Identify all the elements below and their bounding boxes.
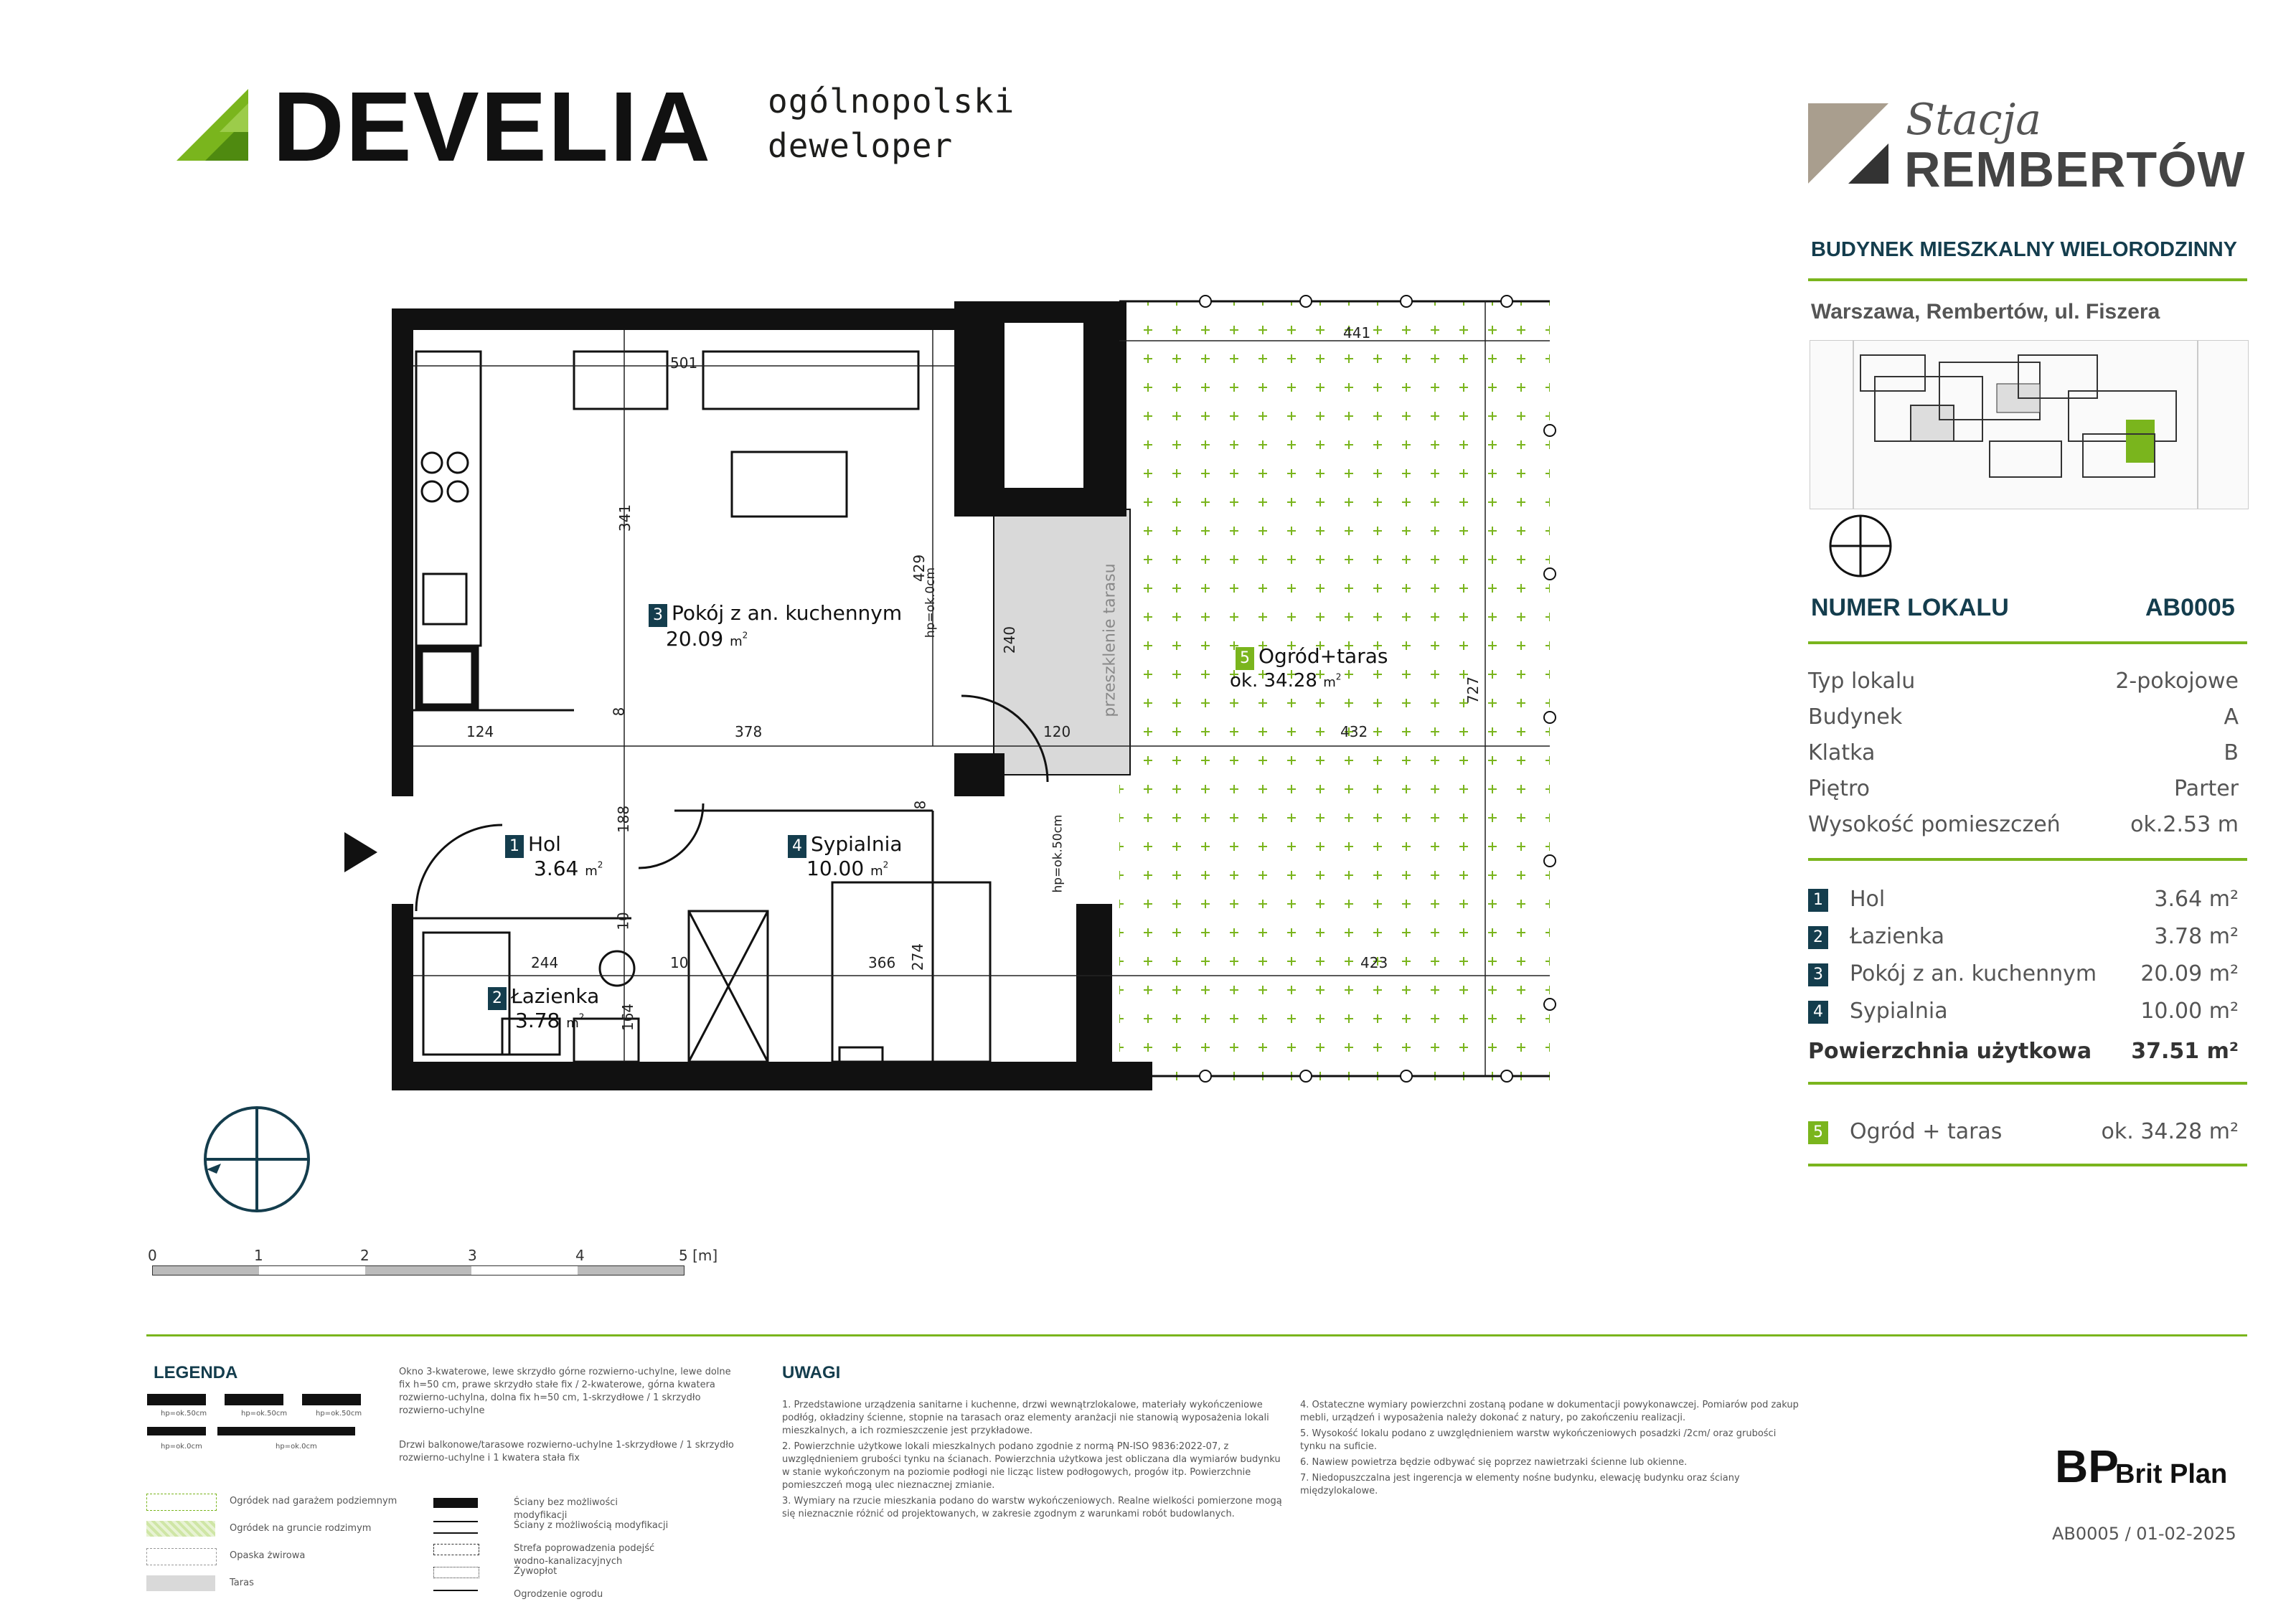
- room-name: Pokój z an. kuchennym: [1850, 961, 2097, 986]
- room-num: 3: [1808, 963, 1828, 986]
- garden-row: [1808, 1119, 2239, 1144]
- room-name: Łazienka: [1850, 924, 1945, 949]
- scale-tick-2: 2: [360, 1247, 370, 1264]
- room-unit: m²: [2208, 961, 2239, 986]
- total-row: [1808, 1039, 2239, 1064]
- total-value: 37.51 m²: [2131, 1039, 2239, 1064]
- unit-number: AB0005: [2145, 594, 2235, 621]
- dim-244: 244: [531, 954, 559, 971]
- room-label-hol: 1 Hol: [505, 832, 561, 858]
- unit-number-label: NUMER LOKALU: [1811, 594, 2009, 621]
- dim-10b: 10: [614, 912, 632, 930]
- notes-column-2: [1300, 1399, 1802, 1501]
- entrance-arrow-icon: [344, 832, 377, 872]
- note-item: 2. Powierzchnie użytkowe lokali mieszkalnych podano zgodnie z normą PN-ISO 9836:2022-07, z uwzględnieniem grubości tynku na ścianach. Powierzchnia użytkowa jest obliczana dla wymiarów budynku w stanie wykończonym na poziomie podłogi nie licząc listew podłogowych, progów itp. Powierzchnie pomieszczeń mogą ulec nieznacznej zmianie.: [782, 1441, 1281, 1491]
- develia-logo-mark: [177, 89, 248, 161]
- address: Warszawa, Rembertów, ul. Fiszera: [1811, 300, 2160, 324]
- attribute-value: B: [2224, 740, 2239, 765]
- legend-item-label: Ogródek nad garażem podziemnym: [230, 1496, 397, 1507]
- note-glazing: przeszklenie tarasu: [1101, 563, 1119, 717]
- attribute-row: [1808, 812, 2239, 837]
- note-hp0: hp=ok.0cm: [923, 567, 938, 638]
- room-area: 20.09: [2140, 961, 2203, 986]
- dim-423: 423: [1360, 954, 1388, 971]
- attribute-value: 2-pokojowe: [2115, 669, 2239, 694]
- room-label-sypialnia: 4 Sypialnia: [788, 832, 903, 858]
- garden-name: Ogród + taras: [1850, 1119, 2003, 1144]
- garden-num: 5: [1808, 1121, 1828, 1144]
- legend-item-label: Ogródek na gruncie rodzimym: [230, 1523, 372, 1534]
- legend-win-label-2: hp=ok.50cm: [241, 1410, 288, 1418]
- legend-item-label: Strefa poprowadzenia podejść wodno-kanalizacyjnych: [514, 1543, 655, 1567]
- scale-tick-0: 0: [148, 1247, 157, 1264]
- scale-tick-5: 5 [m]: [679, 1247, 718, 1264]
- attribute-value: Parter: [2173, 776, 2239, 801]
- legend-swatch: [146, 1494, 217, 1511]
- room-label-lazienka: 2 Łazienka: [488, 984, 599, 1010]
- dim-441: 441: [1343, 324, 1371, 341]
- room-area-ogrod: ok. 34.28 $m^2$: [1230, 670, 1342, 692]
- room-label-ogrod: 5 Ogród+taras: [1236, 644, 1388, 670]
- project-script: Stacja: [1906, 95, 2041, 145]
- dim-120: 120: [1043, 723, 1071, 740]
- room-num: 1: [1808, 889, 1828, 912]
- note-item: 3. Wymiary na rzucie mieszkania podano do warstw wykończeniowych. Realne wielkości pomierzone mogą się nieznacznie różnić od projektowanych, w zakresie zgodnym z warunkami robót budowlanych.: [782, 1496, 1282, 1519]
- dim-164: 164: [619, 1003, 637, 1032]
- legend-item-label: Ogrodzenie ogrodu: [514, 1589, 603, 1600]
- legend-swatch: [433, 1567, 479, 1578]
- brand-tagline-1: ogólnopolski: [768, 82, 1015, 121]
- legend-swatch: [146, 1521, 215, 1537]
- legend-swatch: [433, 1498, 478, 1508]
- divider: [1808, 641, 2247, 644]
- notes-column-1: [782, 1399, 1284, 1524]
- dim-188: 188: [615, 805, 633, 834]
- scale-tick-1: 1: [254, 1247, 263, 1264]
- attribute-label: Typ lokalu: [1808, 669, 1916, 694]
- room-area-lazienka: 3.78 $m^2$: [515, 1009, 585, 1032]
- dim-8b: 8: [911, 800, 929, 810]
- attribute-label: Piętro: [1808, 776, 1871, 801]
- legend-swatch: [146, 1575, 215, 1591]
- room-unit: m²: [2208, 887, 2239, 912]
- room-area-hol: 3.64 $m^2$: [534, 857, 603, 880]
- room-area: 3.78: [2154, 924, 2203, 949]
- dim-341: 341: [616, 504, 634, 532]
- legend-swatch: [433, 1544, 479, 1555]
- dim-366: 366: [868, 954, 896, 971]
- project-name: REMBERTÓW: [1904, 141, 2246, 197]
- room-area: 10.00: [2140, 999, 2203, 1024]
- legend-win-label-3: hp=ok.50cm: [316, 1410, 362, 1418]
- legend-swatch: [433, 1521, 478, 1534]
- room-row: [1808, 999, 2239, 1024]
- legend-item-label: Taras: [230, 1578, 254, 1588]
- attribute-row: [1808, 740, 2239, 765]
- doc-ref: AB0005 / 01-02-2025: [2052, 1524, 2236, 1544]
- scale-tick-4: 4: [575, 1247, 585, 1264]
- brand-name: DEVELIA: [273, 72, 712, 182]
- building-type: BUDYNEK MIESZKALNY WIELORODZINNY: [1811, 238, 2237, 261]
- attribute-label: Wysokość pomieszczeń: [1808, 812, 2061, 837]
- room-area-pokoj: 20.09 $m^2$: [666, 627, 748, 651]
- room-unit: m²: [2208, 924, 2239, 949]
- brand-tagline-2: deweloper: [768, 126, 954, 165]
- room-area: 3.64: [2154, 887, 2203, 912]
- note-item: 7. Niedopuszczalna jest ingerencja w elementy nośne budynku, elewację budynku oraz ściany międzylokalowe.: [1300, 1473, 1740, 1496]
- dim-8: 8: [610, 707, 628, 717]
- room-row: [1808, 887, 2239, 912]
- legend-item-label: Żywopłot: [514, 1566, 557, 1577]
- north-arrow-icon: [1828, 514, 1893, 578]
- legend-win-label-5: hp=ok.0cm: [276, 1443, 317, 1451]
- legend-win-label-1: hp=ok.50cm: [161, 1410, 207, 1418]
- note-item: 1. Przedstawione urządzenia sanitarne i kuchenne, drzwi wewnątrzlokalowe, materiały wykończeniowe podłóg, okładziny ścienne, stopnie na tarasach oraz elementy aranżacji nie stanowią wyposażenia lokali mieszkalnych, a ich rozmieszczenie jest przykładowe.: [782, 1400, 1269, 1436]
- stacja-logo-mark: [1808, 103, 1888, 184]
- legend-item-label: Ściany bez możliwości modyfikacji: [514, 1497, 618, 1521]
- scale-bar: [152, 1265, 684, 1276]
- room-row: [1808, 961, 2239, 986]
- scale-tick-3: 3: [468, 1247, 477, 1264]
- room-name: Sypialnia: [1850, 999, 1948, 1024]
- legend-win-label-4: hp=ok.0cm: [161, 1443, 202, 1451]
- attribute-row: [1808, 704, 2239, 730]
- total-label: Powierzchnia użytkowa: [1808, 1039, 2092, 1064]
- room-name: Hol: [1850, 887, 1886, 912]
- room-label-pokoj: 3 Pokój z an. kuchennym: [649, 601, 902, 627]
- footer-divider: [146, 1334, 2247, 1336]
- dim-124: 124: [466, 723, 494, 740]
- note-item: 6. Nawiew powietrza będzie odbywać się poprzez nawietrzaki ścienne lub okienne.: [1300, 1457, 1688, 1468]
- dim-432: 432: [1340, 723, 1368, 740]
- room-unit: m²: [2208, 999, 2239, 1024]
- divider: [1808, 858, 2247, 861]
- attribute-row: [1808, 776, 2239, 801]
- architect-mark: BP: [2055, 1441, 2119, 1492]
- room-row: [1808, 924, 2239, 949]
- legend-door-desc: Drzwi balkonowe/tarasowe rozwierno-uchylne 1-skrzydłowe / 1 skrzydło rozwierno-uchylne i 1 kwatera stała fix: [399, 1440, 734, 1463]
- attribute-value: ok.2.53 m: [2130, 812, 2239, 837]
- notes-title: UWAGI: [782, 1363, 841, 1382]
- attribute-label: Budynek: [1808, 704, 1903, 730]
- legend-item-label: Ściany z możliwością modyfikacji: [514, 1520, 669, 1531]
- dim-240: 240: [1001, 626, 1019, 654]
- dim-274: 274: [909, 943, 927, 971]
- room-num: 4: [1808, 1001, 1828, 1024]
- attribute-label: Klatka: [1808, 740, 1876, 765]
- dim-429: 429: [911, 554, 928, 583]
- legend-swatch: [146, 1548, 217, 1565]
- room-area-sypialnia: 10.00 $m^2$: [806, 857, 889, 880]
- legend-title: LEGENDA: [154, 1363, 238, 1382]
- dim-727: 727: [1464, 676, 1482, 704]
- note-item: 5. Wysokość lokalu podano z uwzględnieniem warstw wykończeniowych posadzki /2cm/ oraz grubości tynku na suficie.: [1300, 1428, 1777, 1452]
- note-item: 4. Ostateczne wymiary powierzchni zostaną podane w dokumentacji powykonawczej. Pomiarów pod zakup mebli, urządzeń i wyposażenia należy dokonać z natury, po zakończeniu realizacji.: [1300, 1400, 1799, 1423]
- legend-swatch: [433, 1590, 478, 1601]
- attribute-row: [1808, 669, 2239, 694]
- divider: [1808, 1164, 2247, 1166]
- dim-501: 501: [670, 354, 698, 372]
- compass-icon: [202, 1105, 311, 1214]
- dim-10: 10: [670, 954, 689, 971]
- divider: [1808, 1082, 2247, 1085]
- garden-area: ok. 34.28 m²: [2101, 1119, 2239, 1144]
- dim-378: 378: [735, 723, 763, 740]
- architect-name: Brit Plan: [2115, 1459, 2228, 1489]
- site-map: [1810, 340, 2249, 509]
- legend-item-label: Opaska żwirowa: [230, 1550, 306, 1561]
- room-num: 2: [1808, 926, 1828, 949]
- legend-window-desc: Okno 3-kwaterowe, lewe skrzydło górne rozwierno-uchylne, lewe dolne fix h=50 cm, prawe skrzydło stałe fix / 2-kwaterowe, górna kwatera rozwierno-uchylna, dolna fix h=50 cm, 1-skrzydłowe / 1 skrzydło rozwierno-uchylne: [399, 1367, 731, 1416]
- note-hp50: hp=ok.50cm: [1050, 814, 1065, 893]
- divider: [1808, 278, 2247, 281]
- attribute-value: A: [2224, 704, 2239, 730]
